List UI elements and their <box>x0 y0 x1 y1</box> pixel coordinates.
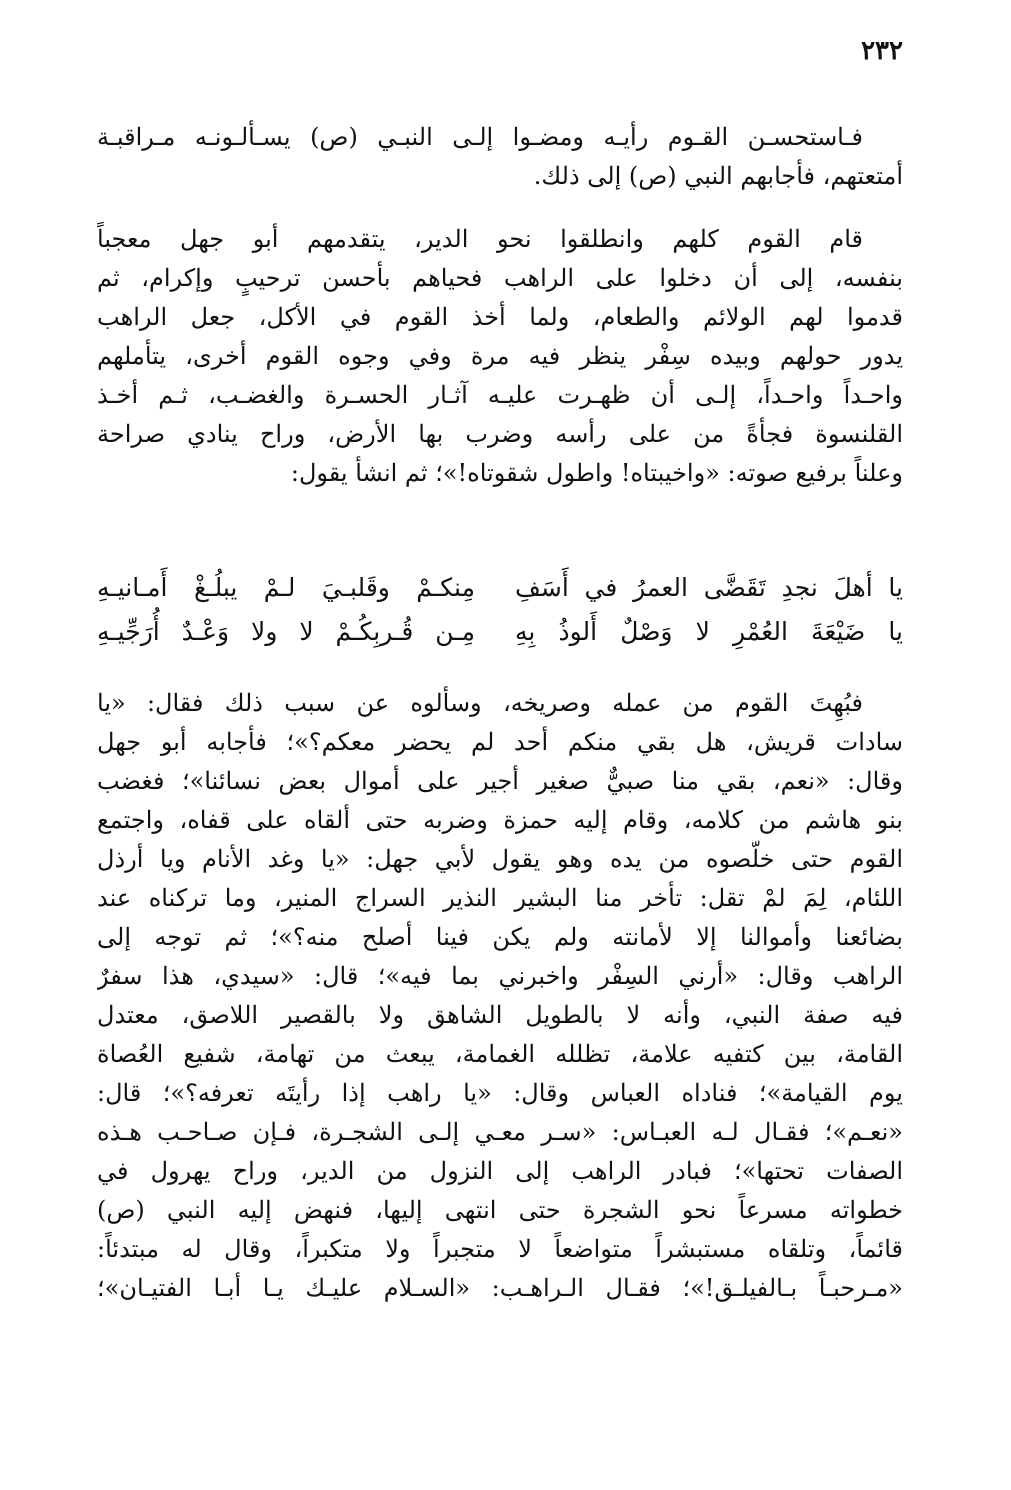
text-line: واحـداً واحـداً، إلـى أن ظهـرت عليـه آثـار الحسـرة والغضـب، ثـم أخـذ <box>97 381 903 409</box>
poem-verse <box>97 566 903 610</box>
text-line: اللئام، لِمَ لمْ تقل: تأخر منا البشير النذير السراج المنير، وما تركناه عند <box>97 884 903 912</box>
text-line: قدموا لهم الولائم والطعام، ولما أخذ القوم في الأكل، جعل الراهب <box>97 303 903 331</box>
verse-first-hemistich: يا ضَيْعَةَ العُمْرِ لا وَصْلٌ أَلوذُ بِهِ <box>515 617 903 646</box>
text-line: القوم حتى خلَّصوه من يده وهو يقول لأبي جهل: «يا وغد الأنام ويا أرذل <box>97 845 903 873</box>
text-line: الراهب وقال: «أرني السِفْر واخبرني بما فيه»؛ قال: «سيدي، هذا سفرٌ <box>97 962 903 990</box>
paragraph-3 <box>97 684 903 1308</box>
verse-second-hemistich: مِـن قُـربِكُـمْ لا ولا وَعْـدٌ أُرَجِّيـهِ <box>97 617 475 646</box>
text-line: «مـرحبـاً بـالفيلـق!»؛ فقـال الـراهـب: «السـلام عليـك يـا أبـا الفتيـان»؛ <box>97 1274 903 1302</box>
text-line: وقال: «نعم، بقي منا صبيٌّ صغير أجير على أموال بعض نسائنا»؛ فغضب <box>97 767 903 795</box>
text-line: سادات قريش، هل بقي منكم أحد لم يحضر معكم؟»؛ فأجابه أبو جهل <box>97 728 903 756</box>
paragraph-2 <box>97 220 903 493</box>
poem <box>97 566 903 654</box>
paragraph-1 <box>97 118 903 196</box>
text-line: يوم القيامة»؛ فناداه العباس وقال: «يا راهب إذا رأيتَه تعرفه؟»؛ قال: <box>97 1079 903 1107</box>
text-line: فيه صفة النبي، وأنه لا بالطويل الشاهق ولا بالقصير اللاصق، معتدل <box>97 1001 903 1029</box>
text-line: قائماً، وتلقاه مستبشراً متواضعاً لا متجبراً ولا متكبراً، وقال له مبتدئاً: <box>97 1235 903 1263</box>
text-line: فـاستحسـن القـوم رأيـه ومضـوا إلـى النبـي (ص) يسـألـونـه مـراقبـة <box>97 123 863 151</box>
verse-second-hemistich: مِنكـمْ وقَلبـيَ لـمْ يبلُـغْ أَمـانيـهِ <box>97 573 475 602</box>
text-line: الصفات تحتها»؛ فبادر الراهب إلى النزول من الدير، وراح يهرول في <box>97 1157 903 1185</box>
text-line: بنفسه، إلى أن دخلوا على الراهب فحياهم بأحسن ترحيبٍ وإكرام، ثم <box>97 264 903 292</box>
text-line: وعلناً برفيع صوته: «واخيبتاه! واطول شقوتاه!»؛ ثم انشأ يقول: <box>290 459 903 487</box>
page-number: ٢٣٢ <box>861 36 903 66</box>
text-line: بنو هاشم من كلامه، وقام إليه حمزة وضربه حتى ألقاه على قفاه، واجتمع <box>97 806 903 834</box>
poem-verse <box>97 610 903 654</box>
text-line: خطواته مسرعاً نحو الشجرة حتى انتهى إليها، فنهض إليه النبي (ص) <box>97 1196 903 1224</box>
text-line: القامة، بين كتفيه علامة، تظلله الغمامة، يبعث من تهامة، شفيع العُصاة <box>97 1040 903 1068</box>
text-line: أمتعتهم، فأجابهم النبي (ص) إلى ذلك. <box>533 162 903 190</box>
text-line: فبُهِتَ القوم من عمله وصريخه، وسألوه عن سبب ذلك فقال: «يا <box>97 689 863 717</box>
text-line: يدور حولهم وبيده سِفْر ينظر فيه مرة وفي وجوه القوم أخرى، يتأملهم <box>97 342 903 370</box>
text-line: بضائعنا وأموالنا إلا لأمانته ولم يكن فينا أصلح منه؟»؛ ثم توجه إلى <box>97 923 903 951</box>
verse-first-hemistich: يا أهلَ نجدِ تَقَضَّى العمرُ في أَسَفِ <box>515 573 903 602</box>
text-line: «نعـم»؛ فقـال لـه العبـاس: «سـر معـي إلـى الشجـرة، فـإن صـاحـب هـذه <box>97 1118 903 1146</box>
text-line: القلنسوة فجأةً من على رأسه وضرب بها الأرض، وراح ينادي صراحة <box>97 420 903 448</box>
text-line: قام القوم كلهم وانطلقوا نحو الدير، يتقدمهم أبو جهل معجباً <box>97 225 863 253</box>
